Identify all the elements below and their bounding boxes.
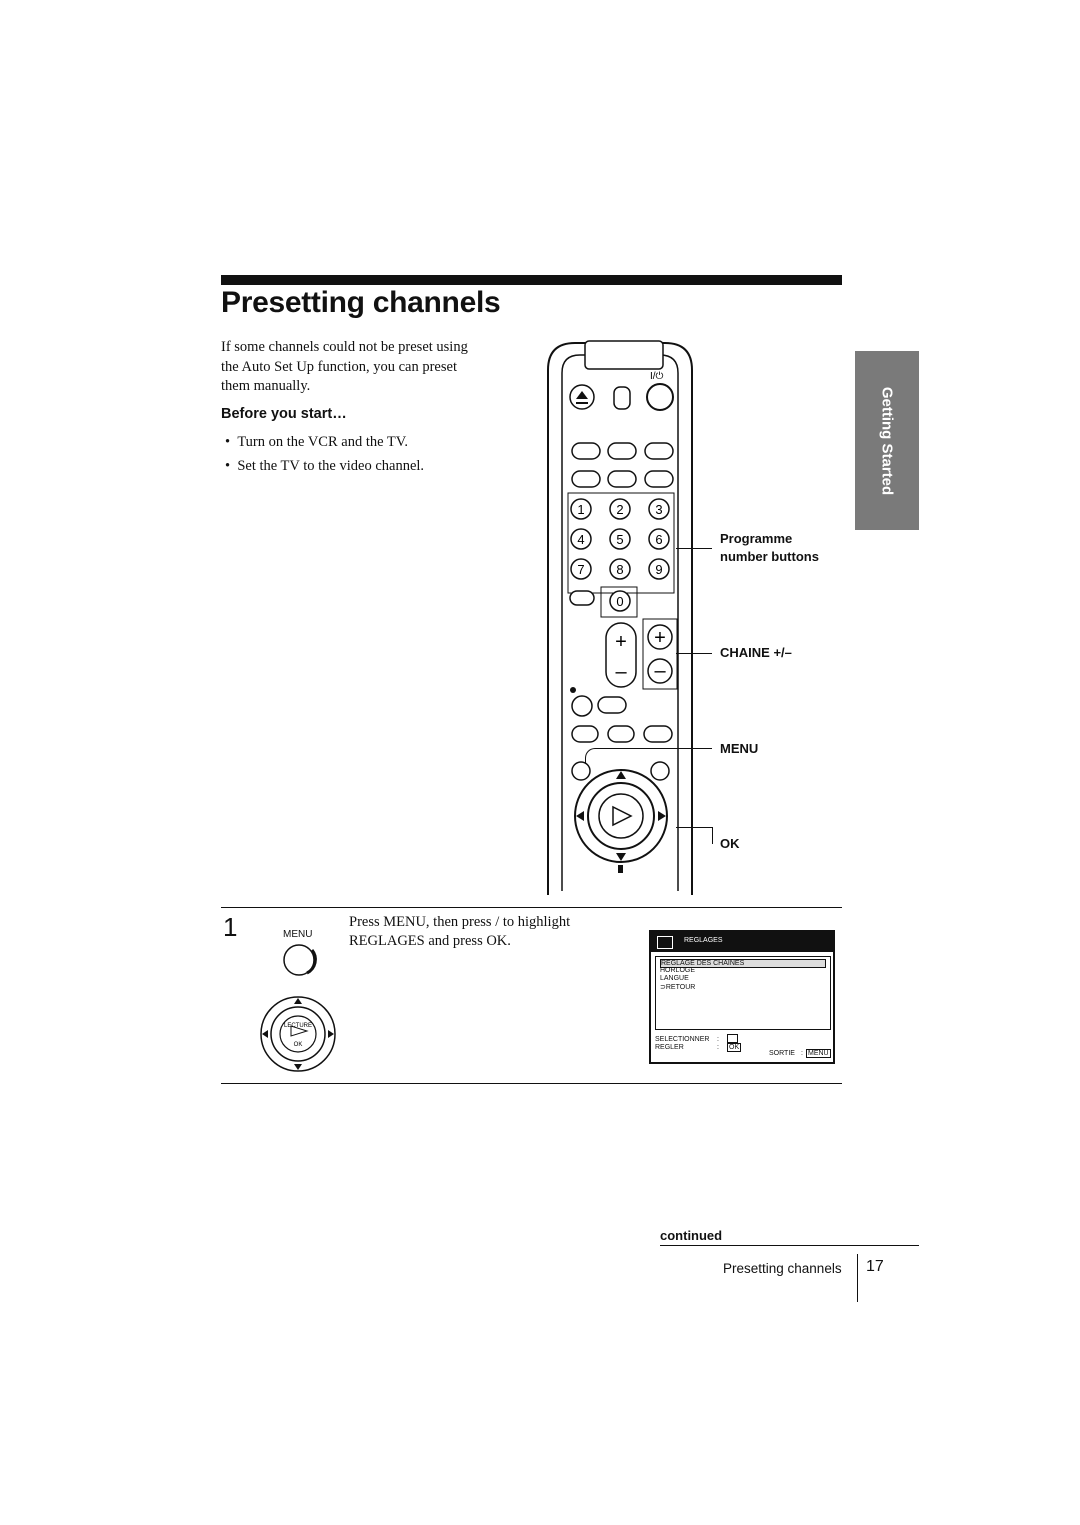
footer-section-title: Presetting channels (723, 1261, 842, 1276)
osd-menu-item: REGLAGE DES CHAINES (660, 959, 826, 968)
number-key: 1 (577, 502, 585, 517)
lecture-label: LECTURE (283, 1023, 313, 1029)
number-key: 6 (655, 532, 663, 547)
number-key: 8 (616, 562, 624, 577)
svg-text:+: + (615, 631, 627, 653)
osd-header-label: REGLAGES (684, 937, 723, 944)
callout-chaine: CHAINE +/– (720, 645, 792, 660)
step-buttons-illustration (255, 940, 345, 1080)
page-number: 17 (866, 1258, 884, 1275)
svg-text:–: – (615, 661, 627, 683)
title-rule (221, 275, 842, 285)
callout-line (686, 827, 713, 844)
osd-menu-item: LANGUE (660, 975, 689, 982)
step-text-line: REGLAGES and press OK. (349, 933, 511, 949)
callout-ok: OK (720, 836, 740, 851)
osd-menu-item: ⊃RETOUR (660, 984, 696, 991)
bullet-text: Set the TV to the video channel. (237, 458, 425, 474)
step-rule-top (221, 907, 842, 908)
number-key: 2 (616, 502, 624, 517)
osd-header (651, 932, 833, 952)
power-label: I/⏻ (650, 371, 664, 382)
section-tab (855, 351, 919, 530)
osd-footer-ok: OK (729, 1044, 740, 1051)
arrows-icon (727, 1034, 738, 1043)
callout-line (676, 548, 712, 549)
osd-footer-select: SELECTIONNER (655, 1036, 710, 1043)
continued-label: continued (660, 1228, 723, 1243)
svg-text:–: – (654, 660, 666, 682)
menu-button (572, 762, 590, 780)
osd-footer-set: REGLER (655, 1044, 684, 1051)
intro-line: If some channels could not be preset using (221, 339, 468, 355)
intro-text (221, 338, 511, 397)
intro-line: them manually. (221, 378, 311, 394)
number-key: 4 (577, 532, 585, 547)
step-number: 1 (223, 912, 238, 942)
number-key: 5 (616, 532, 624, 547)
number-key: 3 (655, 502, 663, 517)
osd-footer-exit: SORTIE (769, 1050, 795, 1057)
before-heading: Before you start… (221, 406, 347, 422)
step-instructions (349, 913, 570, 951)
footer-rule (660, 1245, 919, 1246)
footer-divider (857, 1254, 858, 1302)
osd-menu-item: HORLOGE (660, 967, 696, 974)
bullet-text: Turn on the VCR and the TV. (237, 434, 408, 450)
page-title: Presetting channels (221, 286, 501, 319)
number-key: 0 (616, 594, 624, 609)
section-tab-label: Getting Started (878, 386, 896, 495)
remote-control-illustration (540, 335, 700, 895)
callout-menu: MENU (720, 741, 759, 756)
intro-line: the Auto Set Up function, you can preset (221, 358, 457, 375)
bullet-item: • Set the TV to the video channel. (225, 458, 425, 474)
step-rule-bottom (221, 1083, 842, 1084)
number-key: 7 (577, 562, 585, 577)
ok-button (599, 794, 643, 838)
osd-menu-item-label: RETOUR (665, 984, 696, 991)
callout-line (585, 748, 712, 764)
osd-footer-menu: MENU (808, 1050, 829, 1057)
bullet-item: • Turn on the VCR and the TV. (225, 434, 408, 450)
osd-screen: REGLAGES REGLAGE DES CHAINES HORLOGE LANGUE ⊃RETOUR SELECTIONNER REGLER : : OK SORTIE : MENU (649, 930, 835, 1064)
svg-text:+: + (654, 627, 666, 649)
power-button (647, 384, 673, 410)
callout-text: number buttons (720, 549, 819, 564)
callout-text: Programme (720, 531, 793, 546)
number-key: 9 (655, 562, 663, 577)
callout-programme (720, 530, 819, 566)
toolbox-icon (657, 936, 673, 949)
callout-line (676, 827, 686, 828)
ok-label: OK (293, 1042, 303, 1048)
menu-button-label: MENU (283, 929, 313, 940)
callout-line (676, 653, 712, 654)
step-text-line: Press MENU, then press / to highlight (349, 914, 571, 930)
